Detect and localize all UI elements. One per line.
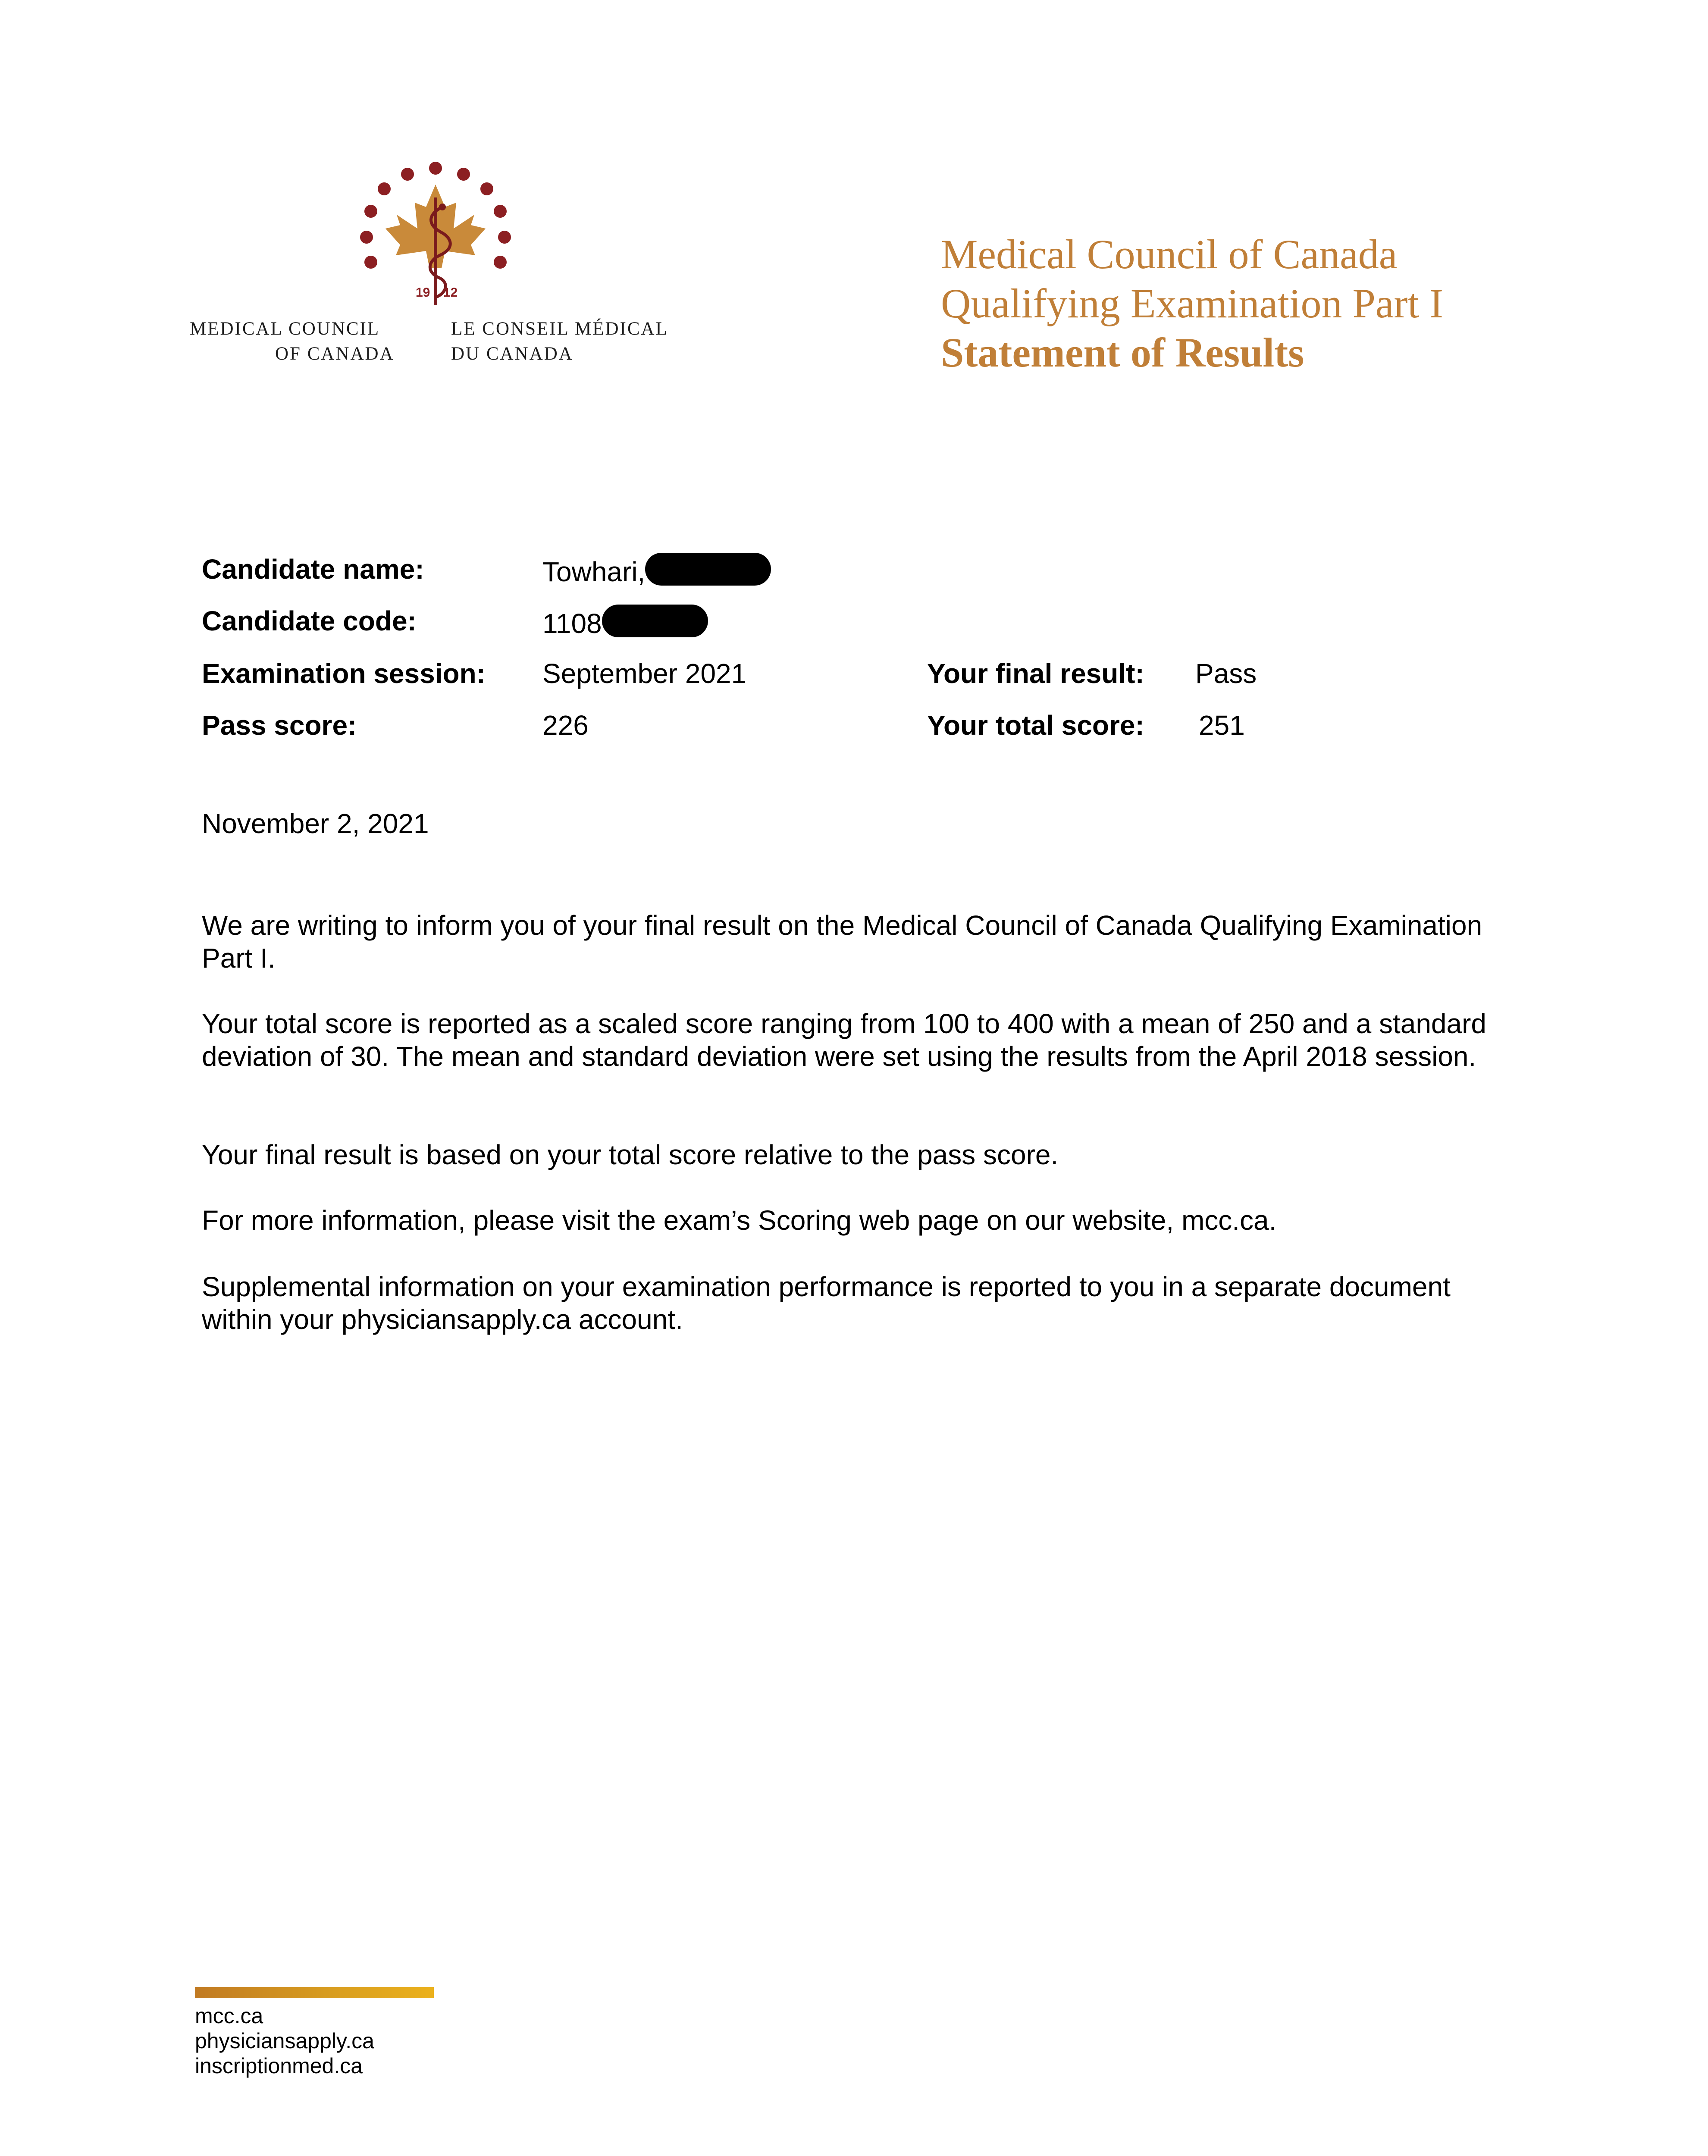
pass-score-label: Pass score: [202,710,357,741]
title-line-2: Qualifying Examination Part I [941,280,1444,326]
candidate-code-label: Candidate code: [202,605,417,636]
total-score-label: Your total score: [927,710,1144,741]
logo-french-line1: LE CONSEIL MÉDICAL [451,319,668,339]
exam-session-value: September 2021 [542,658,747,689]
pass-score-value: 226 [542,710,589,741]
candidate-name-label: Candidate name: [202,554,424,585]
paragraph-final-result: Your final result is based on your total score relative to the pass score. [202,1139,1059,1170]
final-result-label: Your final result: [927,658,1144,689]
final-result-value: Pass [1195,658,1257,689]
footer-link-physiciansapply[interactable]: physiciansapply.ca [195,2029,374,2053]
candidate-name-value [542,553,771,588]
paragraph-intro: We are writing to inform you of your final result on the Medical Council of Canada Qualifying Examination Part I. [202,910,1482,974]
paragraph-scaled-score: Your total score is reported as a scaled score ranging from 100 to 400 with a mean of 250 and a standard deviation of 30. The mean and standard deviation were set using the results from the April 2018 session. [202,1008,1486,1072]
paragraph-supplemental: Supplemental information on your examination performance is reported to you in a separate document within your physiciansapply.ca account. [202,1271,1451,1335]
svg-text:19: 19 [416,285,430,300]
redaction-mark [645,553,771,586]
logo-english-line2: OF CANADA [275,344,395,364]
paragraph-more-info: For more information, please visit the exam’s Scoring web page on our website, mcc.ca. [202,1205,1277,1236]
exam-session-label: Examination session: [202,658,486,689]
footer-link-inscriptionmed[interactable]: inscriptionmed.ca [195,2054,363,2078]
total-score-value: 251 [1199,710,1245,741]
footer-link-mcc[interactable]: mcc.ca [195,2004,263,2028]
title-line-1: Medical Council of Canada [941,231,1398,277]
candidate-code-value [542,605,708,640]
candidate-name-text: Towhari, [542,556,646,587]
candidate-code-text: 1108 [542,608,602,639]
title-statement-of-results: Statement of Results [941,329,1304,376]
logo-english-line1: MEDICAL COUNCIL [190,319,380,339]
mcc-logo [190,160,681,379]
letter-date: November 2, 2021 [202,808,429,839]
svg-text:12: 12 [443,285,458,300]
maple-leaf-caduceus-icon [332,160,539,315]
redaction-mark [602,605,708,637]
footer-accent-bar [195,1987,434,1998]
logo-french-line2: DU CANADA [451,344,574,364]
